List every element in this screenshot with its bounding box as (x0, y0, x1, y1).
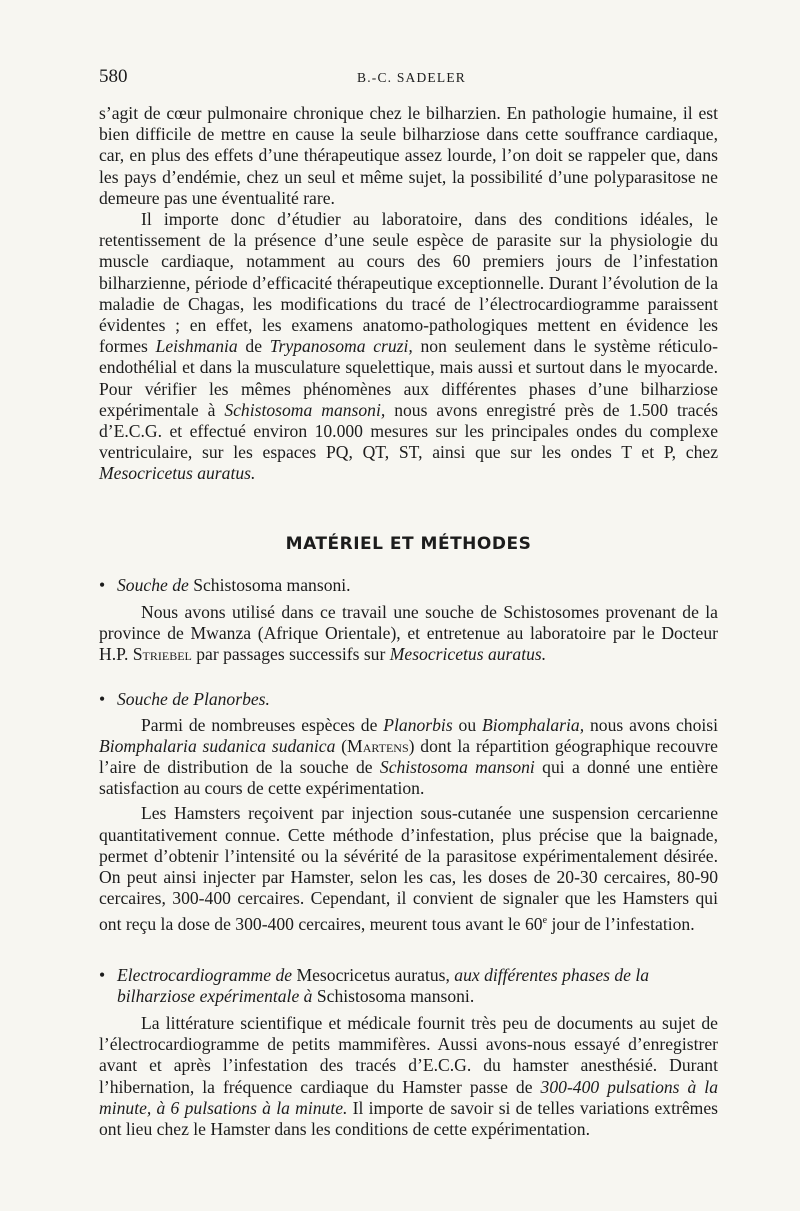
subsection-heading-souche-planorbes: • Souche de Planorbes. (99, 689, 270, 710)
running-head: B.-C. SADELER (357, 70, 466, 85)
paragraph-electrocardiogramme: La littérature scientifique et médicale fournit très peu de documents au sujet de l’électrocardiogramme de petits mammifères. Aussi avons-nous essayé d’enregistrer avant et après l’infestation des tracés d’E.C.G. du hamster anesthésié. Durant l’hibernation, la fréquence cardiaque du Hamster passe de 300-400 pulsations à la minute, à 6 pulsations à la minute. Il importe de savoir si de telles variations extrêmes ont lieu chez le Hamster dans les conditions de cette expérimentation. (99, 1012, 718, 1139)
bullet-icon: • (99, 574, 106, 595)
intro-paragraph-2: Il importe donc d’étudier au laboratoire, dans des conditions idéales, le retentissement de la présence d’une seule espèce de parasite sur la physiologie du muscle cardiaque, notamment au cours des 60 premiers jours de l’infestation bilharzienne, période d’efficacité thérapeutique exceptionnelle. Durant l’évolution de la maladie de Chagas, les modifications du tracé de l’électrocardiogramme paraissent évidentes ; en effet, les examens anatomo-pathologiques mettent en évidence les formes Leishmania de Trypanosoma cruzi, non seulement dans le système réticulo-endothélial et dans la musculature squelettique, mais aussi et surtout dans le myocarde. Pour vérifier les mêmes phénomènes aux différentes phases d’une bilharziose expérimentale à Schistosoma mansoni, nous avons enregistré près de 1.500 tracés d’E.C.G. et effectué environ 10.000 mesures sur les principales ondes du complexe ventriculaire, sur les espaces PQ, QT, ST, ainsi que sur les ondes T et P, chez Mesocricetus auratus. (99, 209, 718, 484)
section-title: MATÉRIEL ET MÉTHODES (285, 533, 532, 554)
subsection-heading-electrocardiogramme: • Electrocardiogramme de Mesocricetus auratus, aux différentes phases de la bilharziose expérimentale à Schistosoma mansoni. (99, 964, 650, 1006)
page-number: 580 (99, 66, 128, 87)
page-header (99, 66, 718, 90)
intro-paragraph-1: s’agit de cœur pulmonaire chronique chez le bilharzien. En pathologie humaine, il est bien difficile de mettre en cause la seule bilharziose dans cette souffrance cardiaque, car, en plus des effets d’une thérapeutique assez lourde, l’on doit se rappeler que, dans les pays d’endémie, chez un seul et même sujet, la possibilité d’une polyparasitose ne demeure pas une éventualité rare. (99, 103, 718, 208)
paragraph-planorbes-1: Parmi de nombreuses espèces de Planorbis ou Biomphalaria, nous avons choisi Biomphalaria sudanica sudanica (Martens) dont la répartition géographique recouvre l’aire de distribution de la souche de Schistosoma mansoni qui a donné une entière satisfaction au cours de cette expérimentation. (99, 714, 719, 799)
bullet-icon: • (99, 689, 106, 710)
page-body (99, 103, 718, 1140)
subsection-heading-souche-schistosoma: • Souche de Schistosoma mansoni. (99, 574, 351, 595)
bullet-icon: • (99, 964, 106, 985)
paragraph-souche-schistosoma: Nous avons utilisé dans ce travail une souche de Schistosomes provenant de la province de Mwanza (Afrique Orientale), et entretenue au laboratoire par le Docteur H.P. Striebel par passages successifs sur Mesocricetus auratus. (99, 601, 718, 665)
paragraph-planorbes-2: Les Hamsters reçoivent par injection sous-cutanée une suspension cercarienne quantitativement connue. Cette méthode d’infestation, plus précise que la baignade, permet d’obtenir l’intensité ou la sévérité de la parasitose expérimentalement désirée. On peut ainsi injecter par Hamster, selon les cas, les doses de 20-30 cercaires, 80-90 cercaires, 300-400 cercaires. Cependant, il convient de signaler que les Hamsters qui ont reçu la dose de 300-400 cercaires, meurent tous avant le 60e jour de l’infestation. (99, 803, 718, 934)
